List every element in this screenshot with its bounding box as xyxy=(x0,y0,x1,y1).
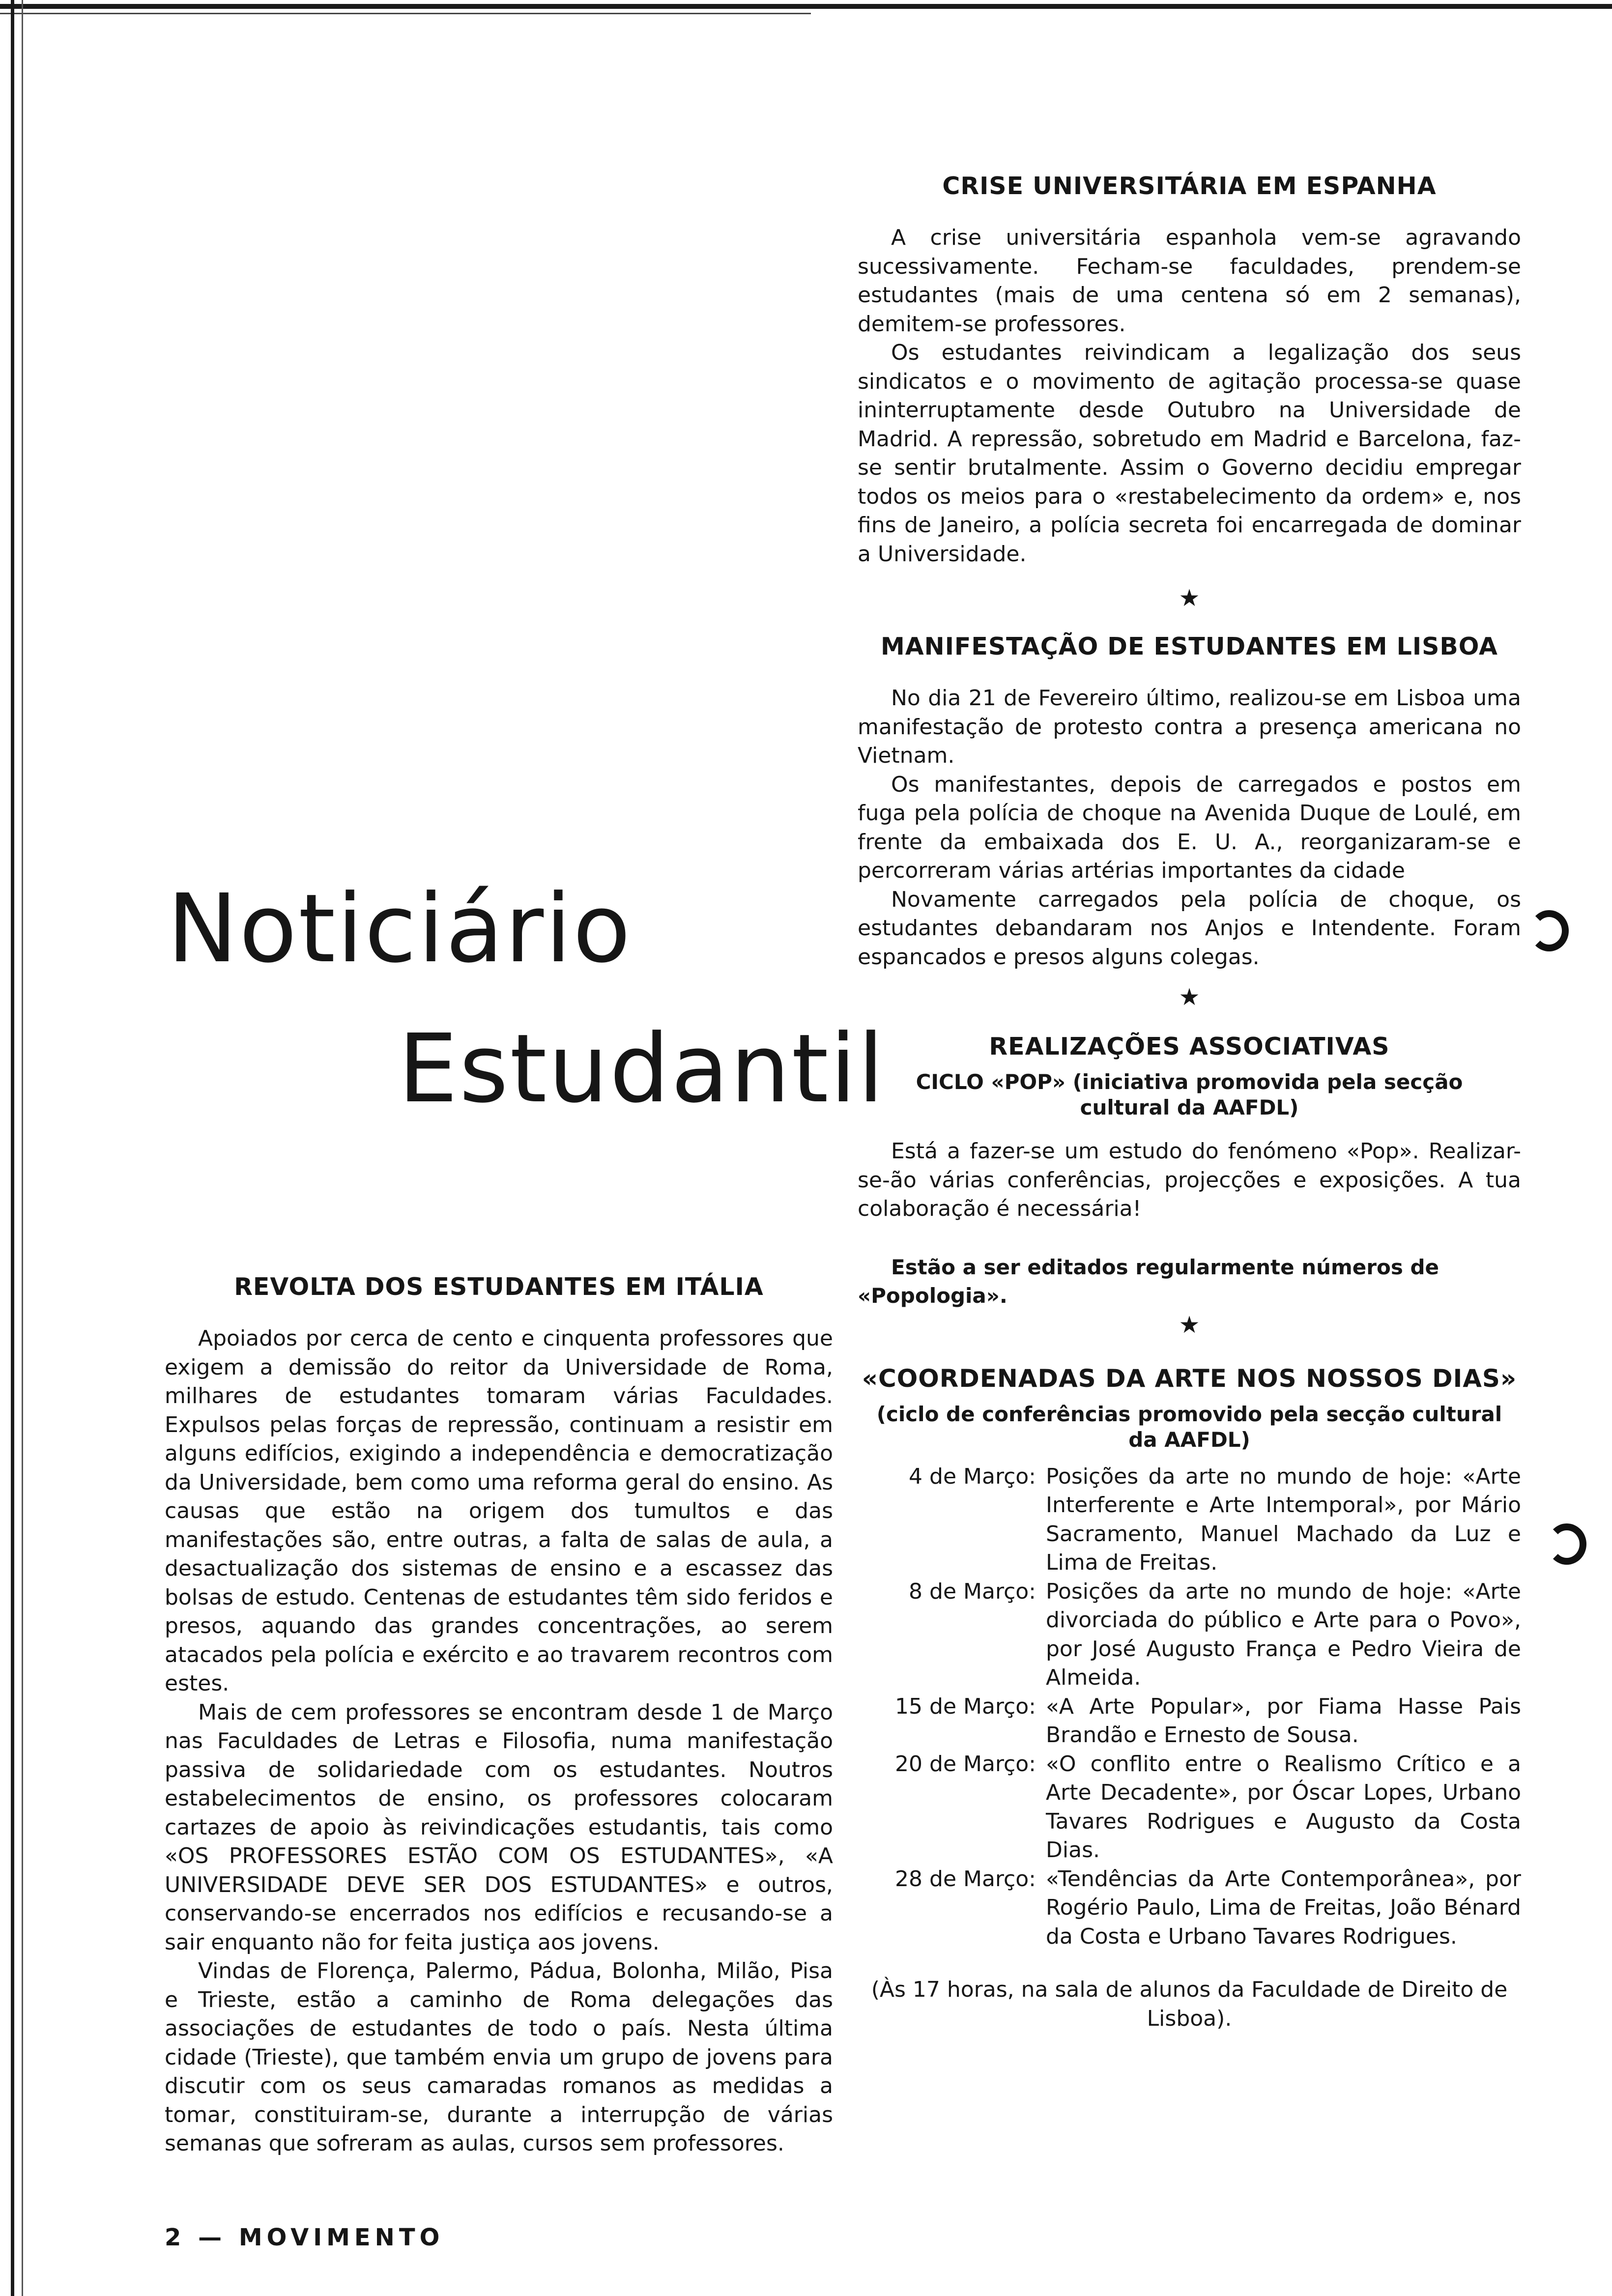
ink-blot-mark xyxy=(1529,910,1569,951)
article-paragraph: Mais de cem professores se encontram desde 1 de Março nas Faculdades de Letras e Filosofia, numa manifestação passiva de solidariedade com os estudantes. Noutros estabelecimentos de ensino, os professores colocaram cartazes de apoio às reivindicações estudantis, tais como «OS PROFESSORES ESTÃO COM OS ESTUDANTES», «A UNIVERSIDADE DEVE SER DOS ESTUDANTES» e outros, conservando-se encerrados nos edifícios e recusando-se a sair enquanto não for feita justiça aos jovens. xyxy=(165,1699,833,1955)
schedule-text: «A Arte Popular», por Fiama Hasse Pais Brandão e Ernesto de Sousa. xyxy=(1046,1693,1521,1748)
article-paragraph: A crise universitária espanhola vem-se agravando sucessivamente. Fecham-se faculdades, prendem-se estudantes (mais de uma centena só em 2 semanas), demitem-se professores. xyxy=(858,225,1521,337)
schedule-text: «Tendências da Arte Contemporânea», por Rogério Paulo, Lima de Freitas, João Bénard da Costa e Urbano Tavares Rodrigues. xyxy=(1046,1866,1521,1949)
schedule-date: 15 de Março: xyxy=(895,1693,1036,1719)
article-headline: «COORDENADAS DA ARTE NOS NOSSOS DIAS» xyxy=(862,1364,1517,1393)
schedule-row xyxy=(858,1865,1521,1952)
article-paragraph: Novamente carregados pela polícia de choque, os estudantes debandaram nos Anjos e Intendente. Foram espancados e presos alguns colegas. xyxy=(858,887,1521,970)
article-paragraph: Os estudantes reivindicam a legalização dos seus sindicatos e o movimento de agitação processa-se quase ininterruptamente desde Outubro na Universidade de Madrid. A repressão, sobretudo em Madrid e Barcelona, faz-se sentir brutalmente. Assim o Governo decidiu empregar todos os meios para o «restabelecimento da ordem» e, nos fins de Janeiro, a polícia secreta foi encarregada de dominar a Universidade. xyxy=(858,340,1521,567)
ink-blot-mark xyxy=(1547,1523,1586,1565)
article-italia xyxy=(165,1273,833,2158)
article-headline: REVOLTA DOS ESTUDANTES EM ITÁLIA xyxy=(234,1273,764,1301)
schedule-text: Posições da arte no mundo de hoje: «Arte divorciada do público e Arte para o Povo», por José Augusto França e Pedro Vieira de Almeida. xyxy=(1046,1578,1521,1690)
schedule-date: 28 de Março: xyxy=(895,1866,1036,1892)
conference-schedule xyxy=(858,1463,1521,1952)
article-paragraph: Está a fazer-se um estudo do fenómeno «Pop». Realizar-se-ão várias conferências, projecções e exposições. A tua colaboração é necessária! xyxy=(858,1139,1521,1221)
scan-edge-top-line xyxy=(0,13,811,14)
separator-star-icon: ★ xyxy=(1179,983,1200,1011)
schedule-date: 20 de Março: xyxy=(895,1751,1036,1777)
section-title-word-1: Noticiário xyxy=(167,874,633,984)
article-paragraph: Os manifestantes, depois de carregados e postos em fuga pela polícia de choque na Avenida Duque de Loulé, em frente da embaixada dos E. U. A., reorganizaram-se e percorreram várias artérias importantes da cidade xyxy=(858,772,1521,883)
schedule-row xyxy=(858,1578,1521,1693)
article-headline: CRISE UNIVERSITÁRIA EM ESPANHA xyxy=(942,172,1437,200)
right-column xyxy=(858,172,1521,2033)
page-footer: 2 — MOVIMENTO xyxy=(165,2224,444,2251)
schedule-row xyxy=(858,1750,1521,1865)
article-subheading: (ciclo de conferências promovido pela secção cultural da AAFDL) xyxy=(876,1402,1502,1452)
scan-edge-top xyxy=(0,4,1612,9)
article-bold-note: Estão a ser editados regularmente números de «Popologia». xyxy=(858,1255,1439,1308)
separator-star-icon: ★ xyxy=(1179,1311,1200,1339)
scan-edge-left xyxy=(11,0,14,2296)
article-subheading: CICLO «POP» (iniciativa promovida pela secção cultural da AAFDL) xyxy=(916,1070,1463,1119)
schedule-row xyxy=(858,1463,1521,1578)
article-paragraph: Apoiados por cerca de cento e cinquenta professores que exigem a demissão do reitor da Universidade de Roma, milhares de estudantes tomaram várias Faculdades. Expulsos pelas forças de repressão, continuam a resistir em alguns edifícios, exigindo a independência e democratização da Universidade, bem como uma reforma geral do ensino. As causas que estão na origem dos tumultos e das manifestações são, entre outras, a falta de salas de aula, a desactualização dos sistemas de ensino e a escassez das bolsas de estudo. Centenas de estudantes têm sido feridos e presos, aquando das grandes concentrações, ao serem atacados pela polícia e exército e ao travarem recontros com estes. xyxy=(165,1326,833,1696)
scan-edge-left-line xyxy=(22,0,23,2296)
separator-star-icon: ★ xyxy=(1179,584,1200,612)
schedule-row xyxy=(858,1693,1521,1750)
schedule-text: Posições da arte no mundo de hoje: «Arte Interferente e Arte Intemporal», por Mário Sacramento, Manuel Machado da Luz e Lima de Freitas. xyxy=(1046,1464,1521,1575)
article-headline: REALIZAÇÕES ASSOCIATIVAS xyxy=(989,1033,1390,1061)
schedule-date: 8 de Março: xyxy=(909,1578,1036,1604)
article-paragraph: Vindas de Florença, Palermo, Pádua, Bolonha, Milão, Pisa e Trieste, estão a caminho de Roma delegações das associações de estudantes de todo o país. Nesta última cidade (Trieste), que também envia um grupo de jovens para discutir com os seus camaradas romanos as medidas a tomar, constituiram-se, durante a interrupção de várias semanas que sofreram as aulas, cursos sem professores. xyxy=(165,1958,833,2156)
schedule-text: «O conflito entre o Realismo Crítico e a Arte Decadente», por Óscar Lopes, Urbano Tavares Rodrigues e Augusto da Costa Dias. xyxy=(1046,1751,1521,1863)
article-headline: MANIFESTAÇÃO DE ESTUDANTES EM LISBOA xyxy=(881,632,1498,660)
schedule-note: (Às 17 horas, na sala de alunos da Faculdade de Direito de Lisboa). xyxy=(871,1977,1508,2031)
article-paragraph: No dia 21 de Fevereiro último, realizou-se em Lisboa uma manifestação de protesto contra a presença americana no Vietnam. xyxy=(858,686,1521,768)
section-title-word-2: Estudantil xyxy=(398,1014,886,1124)
schedule-date: 4 de Março: xyxy=(909,1464,1036,1489)
